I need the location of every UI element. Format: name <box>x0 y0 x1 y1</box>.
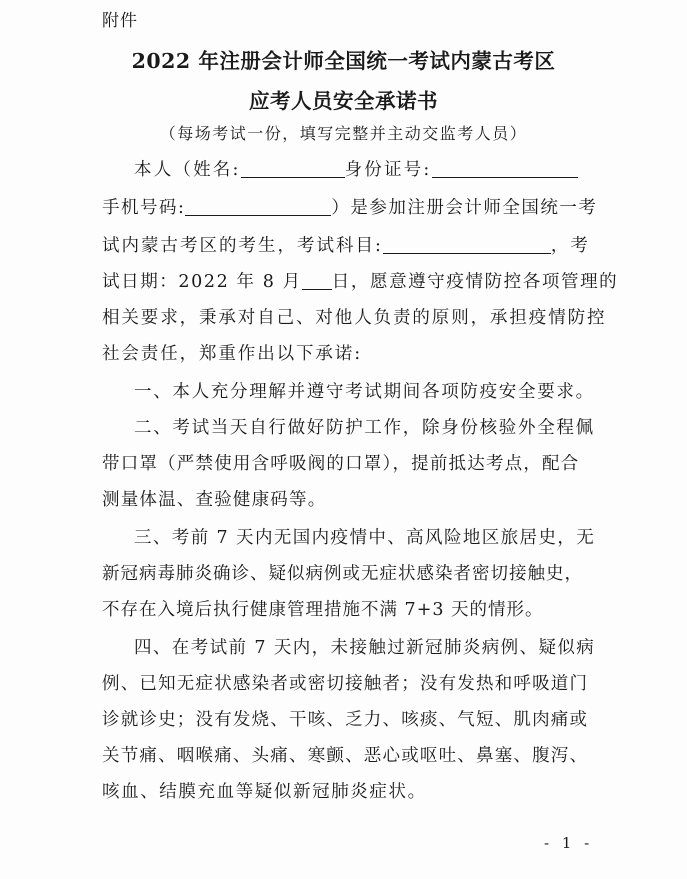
paragraph-line: 测量体温、查验健康码等。 <box>102 490 327 510</box>
subject-line-tail: ，考 <box>550 236 590 256</box>
paragraph-line: 例、已知无症状感染者或密切接触者；没有发热和呼吸道门 <box>102 674 589 694</box>
name-blank <box>241 160 345 179</box>
id-label: 身份证号: <box>344 160 432 180</box>
paragraph-line: 新冠病毒肺炎确诊、疑似病例或无症状感染者密切接触史， <box>102 564 583 584</box>
date-line-text: 日，愿意遵守疫情防控各项管理的 <box>331 272 619 292</box>
form-line-name-id <box>134 156 588 181</box>
name-label: 本人（姓名: <box>134 160 241 180</box>
form-line-phone <box>102 194 598 219</box>
form-line-subject <box>102 232 588 257</box>
id-number-blank <box>432 160 578 179</box>
day-blank <box>302 272 332 291</box>
commitment-item-4: 四、在考试前 7 天内，未接触过新冠肺炎病例、疑似病 <box>134 638 596 658</box>
paragraph-line: 咳血、结膜充血等疑似新冠肺炎症状。 <box>102 782 427 802</box>
paragraph-line: 相关要求，秉承对自己、对他人负责的原则，承担疫情防控 <box>102 308 607 328</box>
phone-label: 手机号码: <box>102 198 186 218</box>
paragraph-line: 关节痛、咽喉痛、头痛、寒颤、恶心或呕吐、鼻塞、腹泻、 <box>102 746 589 766</box>
paragraph-line: 带口罩（严禁使用含呼吸阀的口罩），提前抵达考点，配合 <box>102 454 580 474</box>
form-line-date <box>102 268 619 293</box>
paragraph-line: 不存在入境后执行健康管理措施不满 7+3 天的情形。 <box>102 600 544 620</box>
commitment-item-1: 一、本人充分理解并遵守考试期间各项防疫安全要求。 <box>134 382 595 402</box>
date-label: 试日期：2022 年 8 月 <box>102 272 302 292</box>
subject-blank <box>383 236 551 255</box>
attachment-label: 附件 <box>102 11 138 31</box>
commitment-item-2: 二、考试当天自行做好防护工作，除身份核验外全程佩 <box>134 418 595 438</box>
subject-label: 试内蒙古考区的考生，考试科目: <box>102 236 383 256</box>
document-title: 2022 年注册会计师全国统一考试内蒙古考区 <box>131 49 556 73</box>
phone-blank <box>185 198 331 217</box>
subtitle-note: （每场考试一份，填写完整并主动交监考人员） <box>159 124 528 143</box>
commitment-item-3: 三、考前 7 天内无国内疫情中、高风险地区旅居史，无 <box>134 528 596 548</box>
paragraph-line: 社会责任，郑重作出以下承诺: <box>102 344 362 364</box>
page-number: - 1 - <box>544 834 594 852</box>
document-title-line2: 应考人员安全承诺书 <box>249 89 438 113</box>
paragraph-line: 诊就诊史；没有发烧、干咳、乏力、咳痰、气短、肌肉痛或 <box>102 710 589 730</box>
phone-line-text: ）是参加注册会计师全国统一考 <box>331 198 598 218</box>
